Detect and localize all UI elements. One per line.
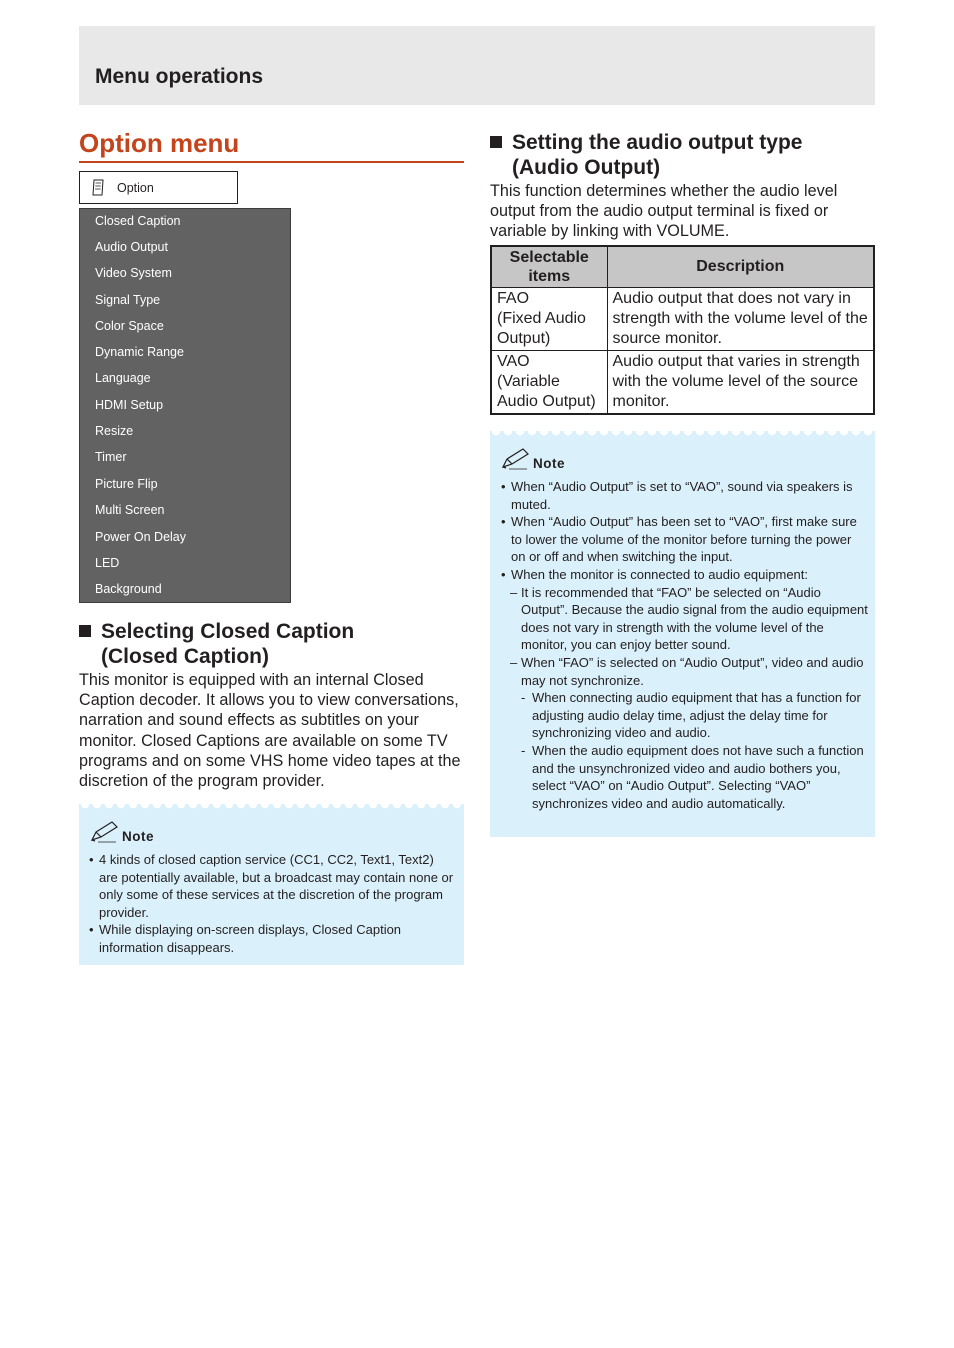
note-item-text: When “FAO” is selected on “Audio Output”, video and audio may not synchronize. (521, 654, 864, 688)
note-item-text: When connecting audio equipment that has a function for adjusting audio delay time, adjust the delay time for synchronizing video and audio. (532, 690, 861, 741)
note-label: Note (122, 829, 154, 844)
closed-caption-description: This monitor is equipped with an internal Closed Caption decoder. It allows you to view conversations, narration and sound effects as subtitles on your monitor. Closed Captions are available on some TV programs and on some VHS home video tapes at the discretion of the program provider. (79, 671, 461, 791)
table-cell (491, 288, 607, 351)
menu-item-signal-type[interactable]: Signal Type (95, 293, 161, 307)
heading-line: Setting the audio output type (512, 131, 803, 154)
note-header (90, 820, 154, 844)
list-item: • When the monitor is connected to audio equipment: (501, 566, 809, 582)
menu-item-picture-flip[interactable]: Picture Flip (95, 477, 158, 491)
menu-item-resize[interactable]: Resize (95, 424, 134, 438)
menu-item-language[interactable]: Language (95, 371, 151, 385)
menu-item-background[interactable]: Background (95, 582, 162, 596)
menu-item-hdmi-setup[interactable]: HDMI Setup (95, 398, 164, 412)
note-label: Note (533, 456, 565, 471)
menu-item-color-space[interactable]: Color Space (95, 319, 164, 333)
item-line: (Variable (497, 373, 560, 390)
menu-item-closed-caption[interactable]: Closed Caption (95, 214, 181, 228)
page-header (79, 26, 875, 105)
list-item: - When connecting audio equipment that has a function for adjusting audio delay time, adjust the delay time for synchronizing video and audio. (521, 690, 861, 741)
pencil-note-icon (90, 820, 120, 844)
list-item: - When the audio equipment does not have such a function and the unsynchronized video and audio bothers you, select “VAO” on “Audio Output”. Selecting “VAO” synchronizes video and audio automatically. (521, 742, 864, 811)
menu-item-power-on-delay[interactable]: Power On Delay (95, 530, 187, 544)
audio-output-heading (490, 130, 875, 182)
menu-item-video-system[interactable]: Video System (95, 266, 172, 280)
pencil-note-icon (501, 447, 531, 471)
menu-item-multi-screen[interactable]: Multi Screen (95, 503, 165, 517)
closed-caption-note (79, 804, 464, 965)
menu-item-led[interactable]: LED (95, 556, 120, 570)
note-item-text: When the audio equipment does not have such a function and the unsynchronized video and audio bothers you, select “VAO” on “Audio Output”. Selecting “VAO” synchronizes video and audio automatically. (532, 742, 864, 811)
note-item-text: When “Audio Output” is set to “VAO”, sound via speakers is muted. (511, 479, 853, 512)
column-header: Description (607, 246, 874, 288)
item-line: Output) (497, 330, 551, 347)
note-border (490, 431, 875, 441)
square-bullet-icon (490, 136, 502, 148)
table-cell: Audio output that does not vary in strength with the volume level of the source monitor. (607, 288, 874, 351)
menu-item-audio-output[interactable]: Audio Output (95, 240, 168, 254)
list-item: – It is recommended that “FAO” be selected on “Audio Output”. Because the audio signal from the audio equipment does not vary in strength with the volume level of the monitor, you can enjoy better sound. (510, 584, 868, 653)
item-line: VAO (497, 353, 530, 370)
table-cell (491, 351, 607, 415)
closed-caption-heading (79, 619, 464, 671)
note-list (501, 478, 869, 812)
list-item: • When “Audio Output” has been set to “VAO”, first make sure to lower the volume of the monitor before turning the power on or off and when switching the input. (501, 514, 857, 565)
note-border (79, 804, 464, 814)
list-item: • While displaying on-screen displays, Closed Caption information disappears. (89, 922, 402, 955)
audio-output-table (490, 245, 875, 415)
audio-output-note (490, 431, 875, 837)
memo-icon (91, 179, 105, 196)
item-line: FAO (497, 290, 530, 307)
table-header-row (491, 246, 874, 288)
list-item: • When “Audio Output” is set to “VAO”, sound via speakers is muted. (501, 479, 853, 512)
note-list (89, 851, 454, 957)
column-header: Selectable items (491, 246, 607, 288)
note-item-text: When the monitor is connected to audio equipment: (511, 566, 809, 582)
item-line: (Fixed Audio (497, 310, 586, 327)
menu-item-timer[interactable]: Timer (95, 450, 127, 464)
page-title: Option menu (79, 126, 464, 163)
option-label: Option (117, 181, 154, 195)
table-row (491, 288, 874, 351)
list-item: • 4 kinds of closed caption service (CC1, CC2, Text1, Text2) are potentially available, but a broadcast may contain none or only some of these services at the discretion of the program provider. (89, 852, 454, 920)
section-title: Menu operations (95, 65, 264, 88)
heading-line: Selecting Closed Caption (101, 620, 355, 643)
heading-line: (Audio Output) (512, 156, 661, 179)
list-item: – When “FAO” is selected on “Audio Output”, video and audio may not synchronize. (510, 654, 864, 688)
note-header (501, 447, 565, 471)
audio-output-description: This function determines whether the audio level output from the audio output terminal is fixed or variable by linking with VOLUME. (490, 182, 838, 241)
note-item-text: While displaying on-screen displays, Closed Caption information disappears. (99, 922, 402, 955)
menu-item-dynamic-range[interactable]: Dynamic Range (95, 345, 184, 359)
item-line: Audio Output) (497, 393, 596, 410)
option-menu-list (79, 208, 291, 603)
option-menu-tab (79, 171, 238, 204)
square-bullet-icon (79, 625, 91, 637)
note-item-text: 4 kinds of closed caption service (CC1, CC2, Text1, Text2) are potentially available, but a broadcast may contain none or only some of these services at the discretion of the program provider. (99, 852, 454, 920)
note-item-text: When “Audio Output” has been set to “VAO”, first make sure to lower the volume of the monitor before turning the power on or off and when switching the input. (511, 514, 857, 565)
heading-line: (Closed Caption) (101, 645, 269, 668)
note-item-text: It is recommended that “FAO” be selected on “Audio Output”. Because the audio signal from the audio equipment does not vary in strength with the volume level of the monitor, you can enjoy better sound. (521, 584, 868, 653)
table-cell: Audio output that varies in strength with the volume level of the source monitor. (607, 351, 874, 415)
table-row (491, 351, 874, 415)
